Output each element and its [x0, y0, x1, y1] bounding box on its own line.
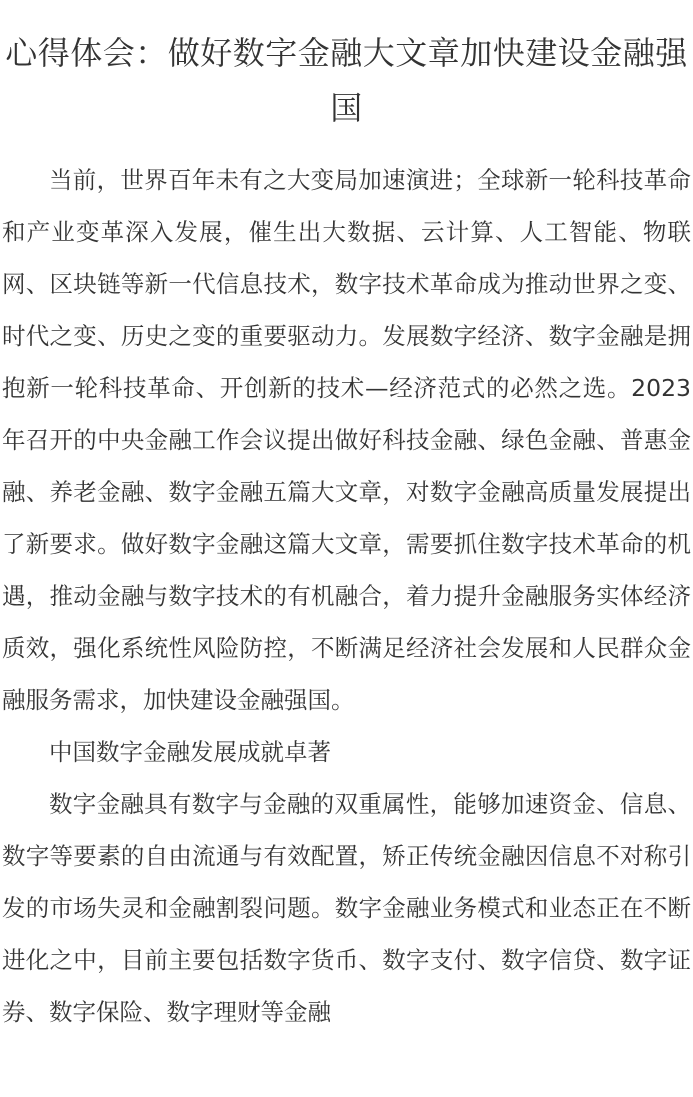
section-heading: 中国数字金融发展成就卓著	[49, 738, 331, 766]
article-title: 心得体会：做好数字金融大文章加快建设金融强国	[5, 34, 688, 127]
article-paragraph-intro: 当前，世界百年未有之大变局加速演进；全球新一轮科技革命和产业变革深入发展，催生出大数据、云计算、人工智能、物联网、区块链等新一代信息技术，数字技术革命成为推动世界之变、时代之变、历史之变的重要驱动力。发展数字经济、数字金融是拥抱新一轮科技革命、开创新的技术—经济范式的必然之选。2023年召开的中央金融工作会议提出做好科技金融、绿色金融、普惠金融、养老金融、数字金融五篇大文章，对数字金融高质量发展提出了新要求。做好数字金融这篇大文章，需要抓住数字技术革命的机遇，推动金融与数字技术的有机融合，着力提升金融服务实体经济质效，强化系统性风险防控，不断满足经济社会发展和人民群众金融服务需求，加快建设金融强国。	[2, 166, 691, 714]
section-paragraph: 数字金融具有数字与金融的双重属性，能够加速资金、信息、数字等要素的自由流通与有效配置，矫正传统金融因信息不对称引发的市场失灵和金融割裂问题。数字金融业务模式和业态正在不断进化之中，目前主要包括数字货币、数字支付、数字信贷、数字证券、数字保险、数字理财等金融	[2, 790, 691, 1026]
